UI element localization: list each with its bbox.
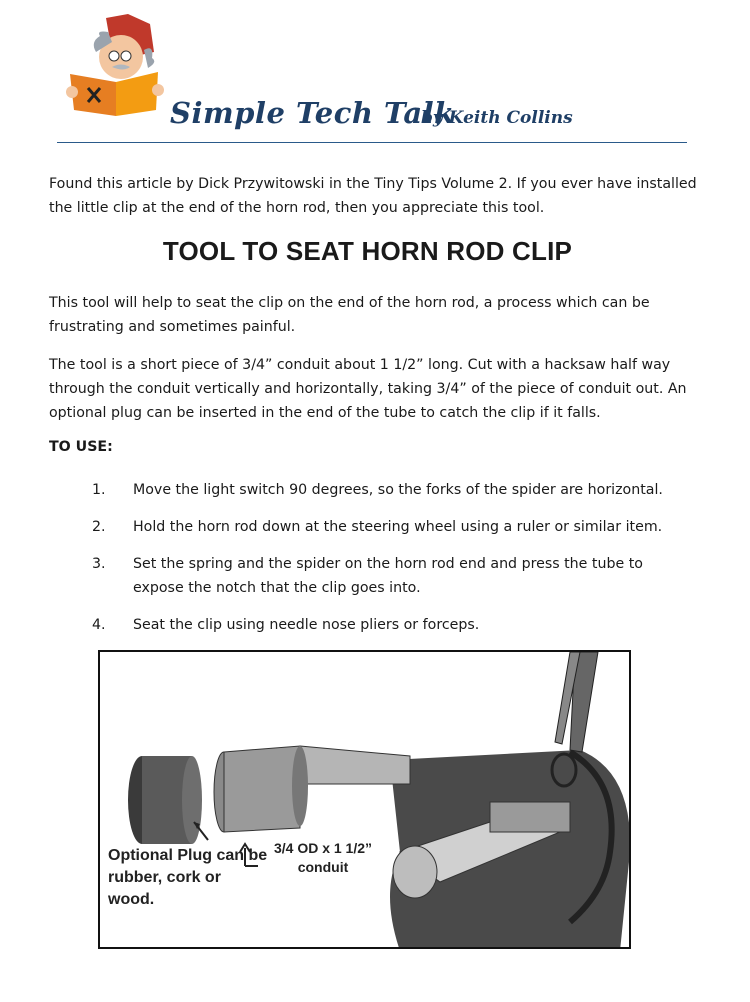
step-number: 3. <box>92 556 106 572</box>
step-item <box>92 552 692 600</box>
intro-paragraph: Found this article by Dick Przywitowski in the Tiny Tips Volume 2. If you ever have installed the little clip at the end of the horn rod, then you appreciate this tool. <box>49 176 697 216</box>
body-paragraph: This tool will help to seat the clip on the end of the horn rod, a process which can be frustrating and sometimes painful. <box>49 295 650 335</box>
plug-caption: Optional Plug can be rubber, cork or wood. <box>108 847 268 908</box>
header <box>0 0 750 150</box>
conduit-caption-line: 3/4 OD x 1 1/2” <box>273 840 373 856</box>
steps-list <box>92 478 692 650</box>
header-divider <box>57 142 687 143</box>
body-paragraph: The tool is a short piece of 3/4” conduit about 1 1/2” long. Cut with a hacksaw half way through the conduit vertically and horizontally, taking 3/4” of the piece of conduit out. An optional plug can be inserted in the end of the tube to catch the clip if it falls. <box>49 357 687 421</box>
mascot-reading-book-icon <box>66 12 166 118</box>
step-item <box>92 515 692 539</box>
tool-illustration <box>98 650 631 949</box>
article-title: TOOL TO SEAT HORN ROD CLIP <box>162 236 573 266</box>
step-number: 4. <box>92 617 106 633</box>
step-text: Move the light switch 90 degrees, so the forks of the spider are horizontal. <box>133 482 663 498</box>
step-number: 1. <box>92 482 106 498</box>
step-item <box>92 478 692 502</box>
to-use-heading: TO USE: <box>49 439 113 455</box>
byline: by Keith Collins <box>421 108 573 128</box>
step-number: 2. <box>92 519 106 535</box>
step-text: Set the spring and the spider on the horn rod end and press the tube to expose the notch that the clip goes into. <box>133 556 643 596</box>
step-text: Seat the clip using needle nose pliers or forceps. <box>133 617 480 633</box>
brand-title: Simple Tech Talk <box>170 96 455 130</box>
step-item <box>92 613 692 637</box>
conduit-caption <box>258 839 388 877</box>
step-text: Hold the horn rod down at the steering wheel using a ruler or similar item. <box>133 519 663 535</box>
conduit-caption-line: conduit <box>297 859 349 875</box>
